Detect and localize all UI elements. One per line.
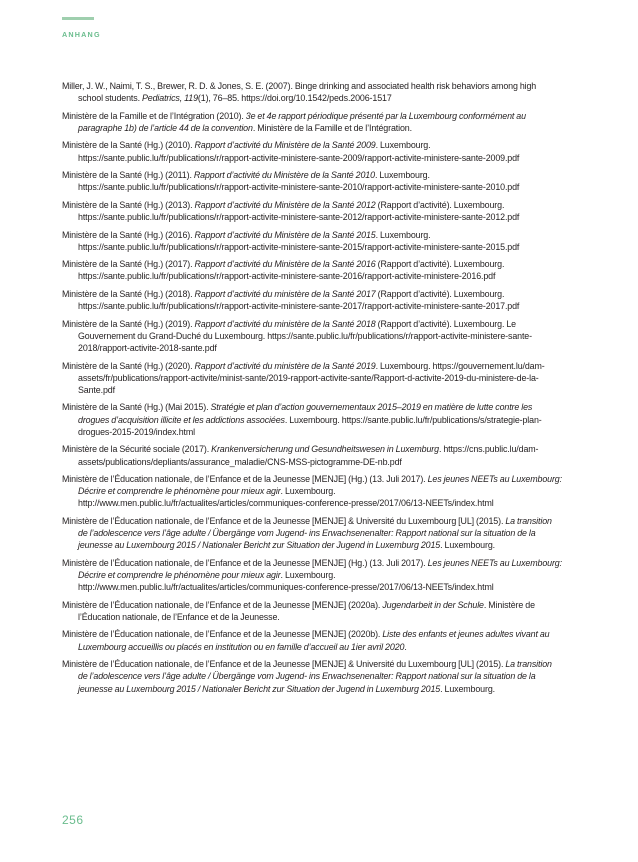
reference-details: (Rapport d’activité). Luxembourg. https://sante.public.lu/fr/publications/r/rapport-activite-ministere-sante-2016/rapport-activite-ministere-2016.pdf [78, 259, 505, 282]
reference-title: Rapport d’activité du Ministère de la Santé 2016 [194, 259, 376, 270]
reference-details: . Luxembourg. https://sante.public.lu/fr/publications/r/rapport-activite-ministere-sante-2010/rapport-activite-ministere-sante-2010.pdf [78, 170, 520, 193]
reference-details: . Ministère de l’Éducation nationale, de l’Enfance et de la Jeunesse. [78, 599, 535, 622]
reference-text: Ministère de la Santé (Hg.) (Mai 2015). [62, 402, 211, 413]
reference-text: Ministère de la Santé (Hg.) (2019). [62, 318, 195, 329]
reference-title: Krankenversicherung und Gesundheitswesen in Luxemburg [211, 444, 439, 455]
reference-text: Ministère de la Santé (Hg.) (2017). [62, 259, 195, 270]
reference-text: Ministère de la Famille et de l’Intégration (2010). [62, 110, 246, 121]
reference-text: Ministère de la Sécurité sociale (2017). [62, 444, 212, 455]
reference-details: . Luxembourg. https://gouvernement.lu/dam-assets/fr/publications/rapport-activite/minist-sante/2019-rapport-activite-sante/Rapport-d-activite-2019-du-ministere-de-la-Sante.pdf [78, 360, 545, 395]
reference-entry [62, 229, 562, 253]
reference-entry [62, 360, 562, 397]
reference-entry [62, 80, 562, 104]
reference-details: . Luxembourg. [440, 540, 495, 551]
reference-details: . Luxembourg. http://www.men.public.lu/fr/actualites/articles/communiques-conference-presse/2017/06/13-NEETs/index.html [78, 570, 494, 593]
reference-details: (Rapport d’activité). Luxembourg. Le Gouvernement du Grand-Duché du Luxembourg. https://sante.public.lu/fr/publications/r/rapport-activite-ministere-sante-2018/rapport-activite-2018-sante.pdf [78, 318, 532, 354]
reference-title: Rapport d’activité du ministère de la Santé 2017 [194, 288, 376, 299]
reference-title: Rapport d’activité du Ministère de la Santé 2012 [194, 199, 376, 210]
reference-details: . Luxembourg. [440, 683, 495, 694]
reference-entry [62, 318, 562, 355]
reference-text: Ministère de l’Éducation nationale, de l’Enfance et de la Jeunesse [MENJE] & Université du Luxembourg [UL] (2015). [62, 659, 506, 670]
reference-text: Ministère de la Santé (Hg.) (2013). [62, 199, 195, 210]
reference-title: Les jeunes NEETs au Luxembourg: Décrire et comprendre le phénomène pour mieux agir [78, 474, 562, 497]
reference-text: Ministère de l’Éducation nationale, de l’Enfance et de la Jeunesse [MENJE] (2020b). [62, 629, 383, 640]
reference-entry [62, 599, 562, 623]
reference-details: (Rapport d’activité). Luxembourg. https://sante.public.lu/fr/publications/r/rapport-activite-ministere-sante-2017/rapport-activite-ministere-sante-2017.pdf [78, 288, 520, 312]
reference-text: Ministère de la Santé (Hg.) (2011). [62, 170, 194, 181]
reference-title: Stratégie et plan d’action gouvernementaux 2015–2019 en matière de lutte contre les drogues d’acquisition illicite et les addictions associées [78, 402, 533, 425]
reference-text: Ministère de la Santé (Hg.) (2020). [62, 360, 195, 371]
reference-details: . Luxembourg. http://www.men.public.lu/fr/actualites/articles/communiques-conference-presse/2017/06/13-NEETs/index.html [78, 486, 494, 509]
reference-title: Liste des enfants et jeunes adultes vivant au Luxembourg accueillis ou placés en institution ou en famille d’accueil au 1ier avril 2020 [78, 629, 550, 652]
reference-details: . Luxembourg. https://sante.public.lu/fr/publications/s/strategie-plan-drogues-2015-2019/index.html [78, 414, 542, 437]
reference-title: Rapport d’activité du ministère de la Santé 2018 [194, 318, 376, 329]
reference-title: Rapport d’activité du Ministère de la Santé 2015 [194, 229, 376, 240]
reference-title: La transition de l’adolescence vers l’âge adulte / Übergänge vom Jugend- ins Erwachsenenalter: Rapport national sur la situation de la jeunesse au Luxembourg 2015 / Nationaler Bericht zur Situation der Jugend in Luxemburg 2015 [78, 659, 552, 694]
reference-text: Ministère de l’Éducation nationale, de l’Enfance et de la Jeunesse [MENJE] (Hg.) (13. Juli 2017). [62, 474, 428, 485]
reference-entry [62, 258, 562, 282]
reference-entry [62, 515, 562, 552]
reference-details: . [404, 641, 407, 652]
page-number: 256 [62, 813, 84, 827]
reference-title: Rapport d’activité du Ministère de la Santé 2010 [193, 170, 375, 181]
reference-entry [62, 443, 562, 467]
reference-entry [62, 401, 562, 438]
reference-details: . Luxembourg. https://sante.public.lu/fr/publications/r/rapport-activite-ministere-sante-2015/rapport-activite-ministere-sante-2015.pdf [78, 229, 520, 252]
reference-title: Les jeunes NEETs au Luxembourg: Décrire et comprendre le phénomène pour mieux agir [78, 557, 562, 581]
reference-entry [62, 139, 562, 163]
reference-entry [62, 557, 562, 594]
reference-details: (1), 76–85. https://doi.org/10.1542/peds.2006-1517 [197, 93, 392, 104]
reference-entry [62, 288, 562, 312]
reference-details: . https://cns.public.lu/dam-assets/publications/depliants/assurance_maladie/CNS-MSS-pictogramme-DE-nb.pdf [78, 444, 539, 467]
reference-details: . Ministère de la Famille et de l’Intégration. [252, 122, 412, 133]
reference-entry [62, 110, 562, 134]
reference-text: Ministère de la Santé (Hg.) (2018). [62, 288, 195, 299]
reference-details: . Luxembourg. https://sante.public.lu/fr/publications/r/rapport-activite-ministere-sante-2009/rapport-activite-ministere-sante-2009.pdf [78, 140, 520, 163]
reference-details: (Rapport d’activité). Luxembourg. https://sante.public.lu/fr/publications/r/rapport-activite-ministere-sante-2012/rapport-activite-ministere-sante-2012.pdf [78, 199, 520, 223]
header-rule [62, 17, 94, 20]
reference-entry [62, 169, 562, 193]
reference-text: Ministère de l’Éducation nationale, de l’Enfance et de la Jeunesse [MENJE] (2020a). [62, 599, 383, 610]
reference-title: 3e et 4e rapport périodique présenté par la Luxembourg conformément au paragraphe 1b) de l’article 44 de la convention [78, 110, 526, 133]
reference-title: Jugendarbeit in der Schule [382, 599, 484, 610]
reference-entry [62, 199, 562, 223]
reference-entry [62, 473, 562, 510]
reference-title: Rapport d’activité du ministère de la Santé 2019 [194, 360, 376, 371]
reference-text: Miller, J. W., Naimi, T. S., Brewer, R. D. & Jones, S. E. (2007). Binge drinking and associated health risk behaviors among high school students. [62, 81, 537, 104]
section-label: ANHANG [62, 30, 101, 39]
reference-title: La transition de l’adolescence vers l’âge adulte / Übergänge vom Jugend- ins Erwachsenenalter: Rapport national sur la situation de la jeunesse au Luxembourg 2015 / Nationaler Bericht zur Situation der Jugend in Luxemburg 2015 [78, 515, 552, 551]
reference-text: Ministère de la Santé (Hg.) (2016). [62, 229, 195, 240]
reference-title: Rapport d’activité du Ministère de la Santé 2009 [194, 140, 376, 151]
reference-title: Pediatrics, 119 [141, 93, 198, 104]
reference-text: Ministère de l’Éducation nationale, de l’Enfance et de la Jeunesse [MENJE] & Université du Luxembourg [UL] (2015). [62, 515, 506, 526]
reference-text: Ministère de la Santé (Hg.) (2010). [62, 140, 195, 151]
reference-entry [62, 658, 562, 695]
reference-text: Ministère de l’Éducation nationale, de l’Enfance et de la Jeunesse [MENJE] (Hg.) (13. Juli 2017). [62, 557, 428, 568]
reference-list [62, 80, 562, 700]
reference-entry [62, 628, 562, 652]
